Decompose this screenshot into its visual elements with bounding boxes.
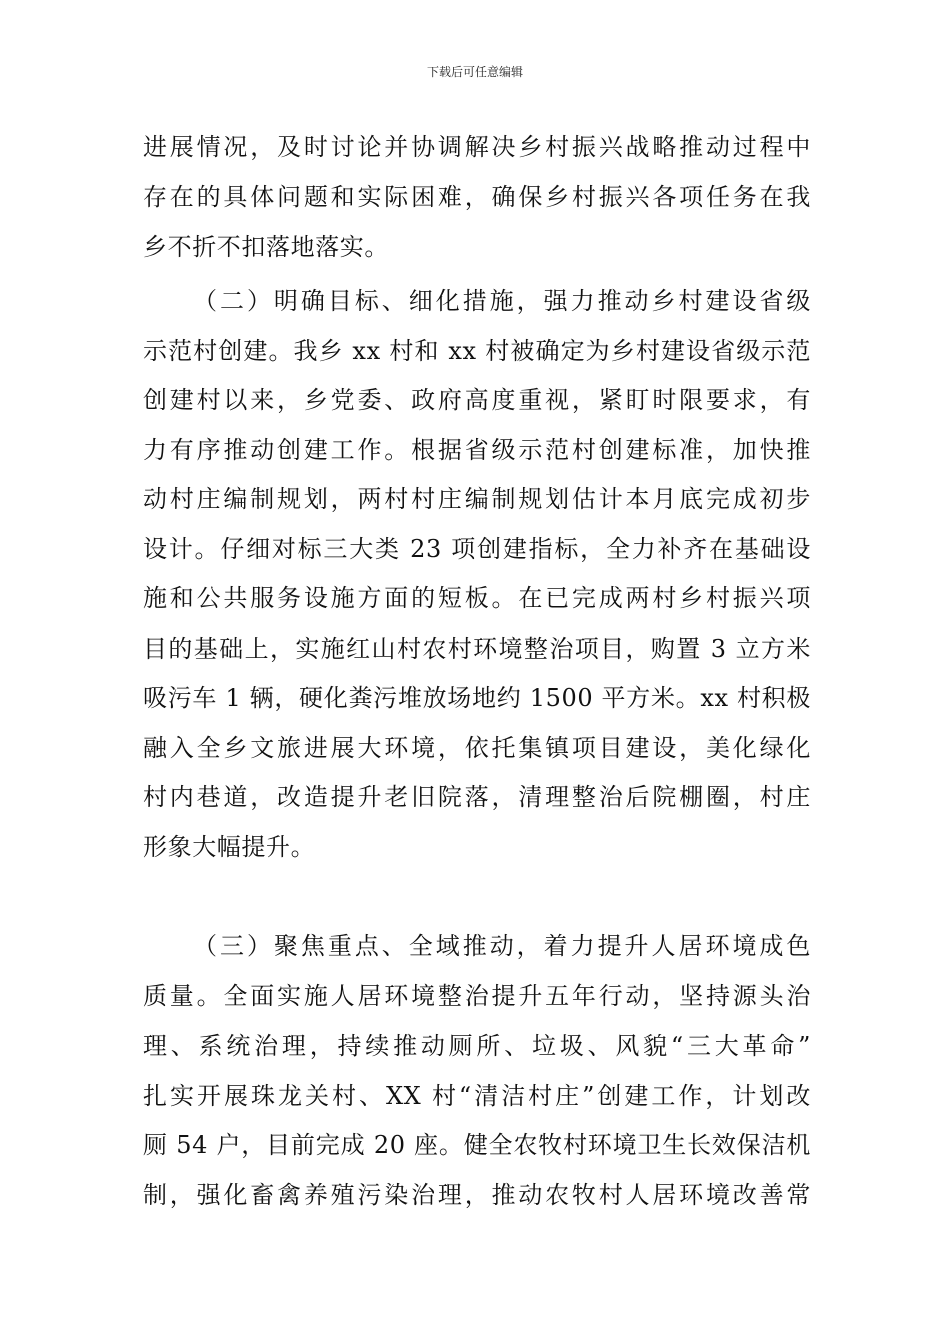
paragraph-2-line-6: 设计。仔细对标三大类 23 项创建指标，全力补齐在基础设 [143,535,811,563]
paragraph-2-line-4: 力有序推动创建工作。根据省级示范村创建标准，加快推 [143,436,811,464]
paragraph-1-line-3: 乡不折不扣落地落实。 [143,233,389,261]
paragraph-2-line-7: 施和公共服务设施方面的短板。在已完成两村乡村振兴项 [143,584,811,612]
paragraph-1-line-1: 进展情况，及时讨论并协调解决乡村振兴战略推动过程中 [143,133,811,161]
paragraph-3-line-5: 厕 54 户，目前完成 20 座。健全农牧村环境卫生长效保洁机 [143,1131,811,1159]
paragraph-2-line-2: 示范村创建。我乡 xx 村和 xx 村被确定为乡村建设省级示范 [143,337,811,365]
paragraph-3-line-4: 扎实开展珠龙关村、XX 村“清洁村庄”创建工作，计划改 [143,1082,811,1110]
paragraph-2-line-10: 融入全乡文旅进展大环境，依托集镇项目建设，美化绿化 [143,734,811,762]
paragraph-2-line-3: 创建村以来，乡党委、政府高度重视，紧盯时限要求，有 [143,386,811,414]
paragraph-2-line-8: 目的基础上，实施红山村农村环境整治项目，购置 3 立方米 [143,635,811,663]
paragraph-3-line-2: 质量。全面实施人居环境整治提升五年行动，坚持源头治 [143,982,811,1010]
paragraph-2-line-9: 吸污车 1 辆，硬化粪污堆放场地约 1500 平方米。xx 村积极 [143,684,811,712]
paragraph-2-line-1: （二）明确目标、细化措施，强力推动乡村建设省级 [193,287,811,315]
paragraph-2-line-11: 村内巷道，改造提升老旧院落，清理整治后院棚圈，村庄 [143,783,811,811]
paragraph-3-line-1: （三）聚焦重点、全域推动，着力提升人居环境成色 [193,932,811,960]
page-header: 下载后可任意编辑 [426,65,523,79]
paragraph-2-line-5: 动村庄编制规划，两村村庄编制规划估计本月底完成初步 [143,485,811,513]
paragraph-2-line-12: 形象大幅提升。 [143,833,316,861]
paragraph-3-line-6: 制，强化畜禽养殖污染治理，推动农牧村人居环境改善常 [143,1181,811,1209]
paragraph-1-line-2: 存在的具体问题和实际困难，确保乡村振兴各项任务在我 [143,183,811,211]
paragraph-3-line-3: 理、系统治理，持续推动厕所、垃圾、风貌“三大革命” [143,1032,811,1060]
